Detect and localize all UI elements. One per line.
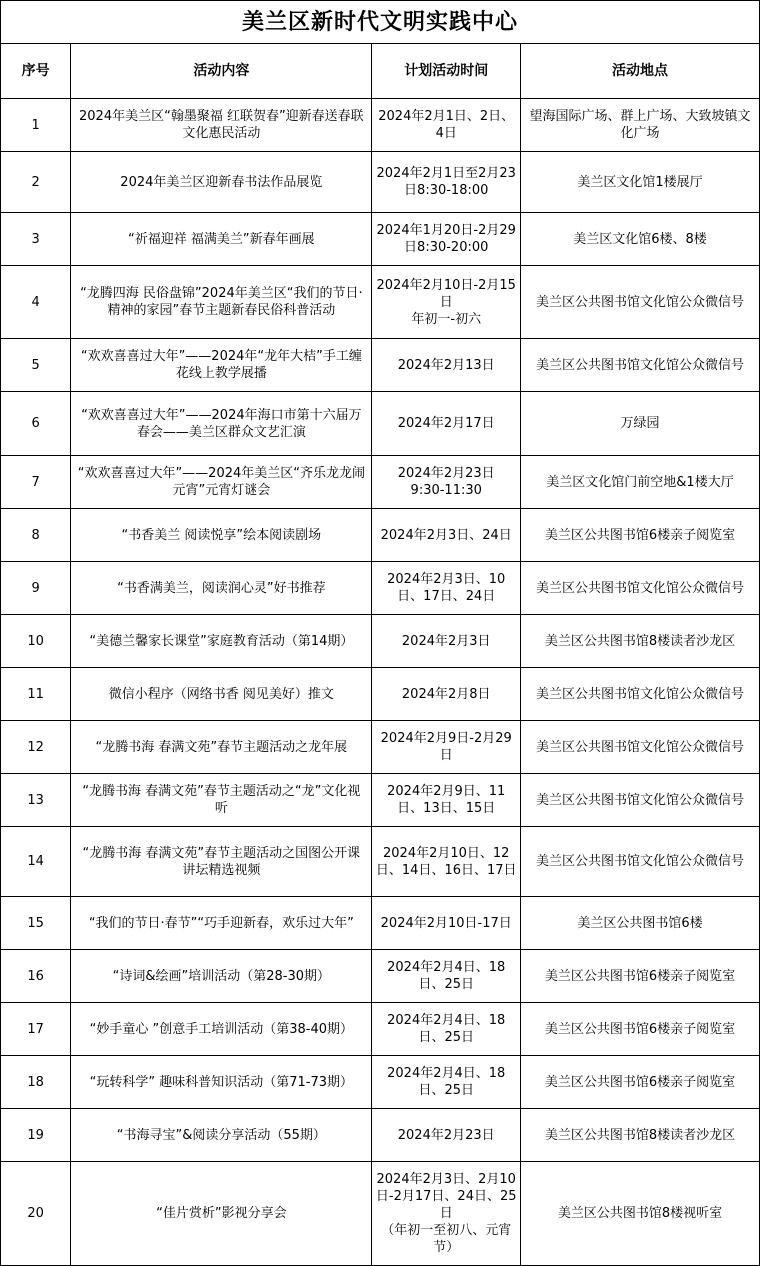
cell-no: 7 <box>1 456 71 509</box>
cell-place: 美兰区公共图书馆6楼 <box>521 897 760 950</box>
cell-place: 美兰区文化馆1楼展厅 <box>521 152 760 213</box>
table-row <box>1 1003 760 1056</box>
cell-time: 2024年2月4日、18日、25日 <box>372 1003 521 1056</box>
cell-no: 9 <box>1 562 71 615</box>
cell-no: 11 <box>1 668 71 721</box>
cell-place: 美兰区文化馆6楼、8楼 <box>521 213 760 266</box>
cell-no: 14 <box>1 827 71 897</box>
cell-time: 2024年1月20日-2月29日8:30-20:00 <box>372 213 521 266</box>
cell-content: 微信小程序（网络书香 阅见美好）推文 <box>71 668 372 721</box>
cell-no: 16 <box>1 950 71 1003</box>
cell-no: 18 <box>1 1056 71 1109</box>
table-row <box>1 1056 760 1109</box>
page-title: 美兰区新时代文明实践中心 <box>1 1 760 44</box>
cell-time: 2024年2月8日 <box>372 668 521 721</box>
cell-time: 2024年2月4日、18日、25日 <box>372 1056 521 1109</box>
header-time: 计划活动时间 <box>372 44 521 99</box>
cell-no: 1 <box>1 99 71 152</box>
cell-place: 美兰区公共图书馆8楼读者沙龙区 <box>521 615 760 668</box>
cell-place: 美兰区公共图书馆8楼读者沙龙区 <box>521 1109 760 1162</box>
cell-time: 2024年2月3日、2月10日-2月17日、24日、25日 （年初一至初八、元宵节） <box>372 1162 521 1266</box>
table-row <box>1 1109 760 1162</box>
header-no: 序号 <box>1 44 71 99</box>
cell-place: 美兰区公共图书馆文化馆公众微信号 <box>521 339 760 392</box>
cell-place: 美兰区公共图书馆文化馆公众微信号 <box>521 668 760 721</box>
cell-time: 2024年2月1日至2月23日8:30-18:00 <box>372 152 521 213</box>
cell-place: 美兰区公共图书馆6楼亲子阅览室 <box>521 509 760 562</box>
table-row <box>1 827 760 897</box>
cell-content: “龙腾书海 春满文苑”春节主题活动之“龙”文化视听 <box>71 774 372 827</box>
cell-content: “美德兰馨家长课堂”家庭教育活动（第14期） <box>71 615 372 668</box>
cell-place: 美兰区公共图书馆文化馆公众微信号 <box>521 721 760 774</box>
cell-time: 2024年2月17日 <box>372 392 521 456</box>
cell-content: “欢欢喜喜过大年”——2024年海口市第十六届万春会——美兰区群众文艺汇演 <box>71 392 372 456</box>
table-row <box>1 392 760 456</box>
table-row <box>1 266 760 339</box>
cell-time: 2024年2月1日、2日、4日 <box>372 99 521 152</box>
cell-no: 13 <box>1 774 71 827</box>
table-row <box>1 668 760 721</box>
cell-no: 4 <box>1 266 71 339</box>
cell-no: 2 <box>1 152 71 213</box>
cell-place: 美兰区公共图书馆文化馆公众微信号 <box>521 774 760 827</box>
header-row <box>1 44 760 99</box>
cell-no: 12 <box>1 721 71 774</box>
cell-content: “龙腾书海 春满文苑”春节主题活动之龙年展 <box>71 721 372 774</box>
cell-content: “龙腾书海 春满文苑”春节主题活动之国图公开课讲坛精选视频 <box>71 827 372 897</box>
cell-content: 2024年美兰区“翰墨聚福 红联贺春”迎新春送春联文化惠民活动 <box>71 99 372 152</box>
cell-content: “我们的节日·春节”“巧手迎新春，欢乐过大年” <box>71 897 372 950</box>
cell-place: 美兰区公共图书馆6楼亲子阅览室 <box>521 1003 760 1056</box>
cell-no: 15 <box>1 897 71 950</box>
cell-place: 美兰区文化馆门前空地&1楼大厅 <box>521 456 760 509</box>
cell-time: 2024年2月9日、11日、13日、15日 <box>372 774 521 827</box>
table-row <box>1 897 760 950</box>
table-row <box>1 99 760 152</box>
cell-no: 19 <box>1 1109 71 1162</box>
cell-no: 20 <box>1 1162 71 1266</box>
cell-no: 3 <box>1 213 71 266</box>
cell-no: 5 <box>1 339 71 392</box>
cell-content: “玩转科学” 趣味科普知识活动（第71-73期） <box>71 1056 372 1109</box>
cell-no: 6 <box>1 392 71 456</box>
cell-time: 2024年2月10日-17日 <box>372 897 521 950</box>
cell-place: 美兰区公共图书馆6楼亲子阅览室 <box>521 1056 760 1109</box>
table-row <box>1 509 760 562</box>
table-row <box>1 562 760 615</box>
table-row <box>1 721 760 774</box>
cell-content: “书香满美兰，阅读润心灵”好书推荐 <box>71 562 372 615</box>
cell-content: 2024年美兰区迎新春书法作品展览 <box>71 152 372 213</box>
cell-place: 美兰区公共图书馆8楼视听室 <box>521 1162 760 1266</box>
cell-time: 2024年2月23日 9:30-11:30 <box>372 456 521 509</box>
cell-time: 2024年2月3日、24日 <box>372 509 521 562</box>
cell-time: 2024年2月13日 <box>372 339 521 392</box>
header-content: 活动内容 <box>71 44 372 99</box>
cell-time: 2024年2月9日-2月29日 <box>372 721 521 774</box>
cell-content: “书香美兰 阅读悦享”绘本阅读剧场 <box>71 509 372 562</box>
cell-time: 2024年2月23日 <box>372 1109 521 1162</box>
table-row <box>1 339 760 392</box>
cell-no: 8 <box>1 509 71 562</box>
cell-content: “祈福迎祥 福满美兰”新春年画展 <box>71 213 372 266</box>
table-row <box>1 950 760 1003</box>
cell-time: 2024年2月4日、18日、25日 <box>372 950 521 1003</box>
cell-content: “欢欢喜喜过大年”——2024年“龙年大桔”手工缠花线上教学展播 <box>71 339 372 392</box>
table-row <box>1 1162 760 1266</box>
cell-content: “佳片赏析”影视分享会 <box>71 1162 372 1266</box>
table-row <box>1 774 760 827</box>
cell-place: 美兰区公共图书馆文化馆公众微信号 <box>521 266 760 339</box>
cell-content: “欢欢喜喜过大年”——2024年美兰区“齐乐龙龙闹元宵”元宵灯谜会 <box>71 456 372 509</box>
table-row <box>1 152 760 213</box>
table-row <box>1 456 760 509</box>
cell-time: 2024年2月10日、12日、14日、16日、17日 <box>372 827 521 897</box>
table-row <box>1 213 760 266</box>
cell-time: 2024年2月3日、10日、17日、24日 <box>372 562 521 615</box>
cell-no: 17 <box>1 1003 71 1056</box>
cell-place: 万绿园 <box>521 392 760 456</box>
cell-place: 美兰区公共图书馆文化馆公众微信号 <box>521 562 760 615</box>
cell-place: 美兰区公共图书馆文化馆公众微信号 <box>521 827 760 897</box>
cell-content: “龙腾四海 民俗盘锦”2024年美兰区“我们的节日·精神的家园”春节主题新春民俗科普活动 <box>71 266 372 339</box>
cell-time: 2024年2月10日-2月15日 年初一-初六 <box>372 266 521 339</box>
cell-content: “诗词&绘画”培训活动（第28-30期） <box>71 950 372 1003</box>
cell-time: 2024年2月3日 <box>372 615 521 668</box>
cell-place: 美兰区公共图书馆6楼亲子阅览室 <box>521 950 760 1003</box>
cell-no: 10 <box>1 615 71 668</box>
cell-content: “妙手童心 ”创意手工培训活动（第38-40期） <box>71 1003 372 1056</box>
cell-place: 望海国际广场、群上广场、大致坡镇文化广场 <box>521 99 760 152</box>
cell-content: “书海寻宝”&阅读分享活动（55期） <box>71 1109 372 1162</box>
table-row <box>1 615 760 668</box>
header-place: 活动地点 <box>521 44 760 99</box>
